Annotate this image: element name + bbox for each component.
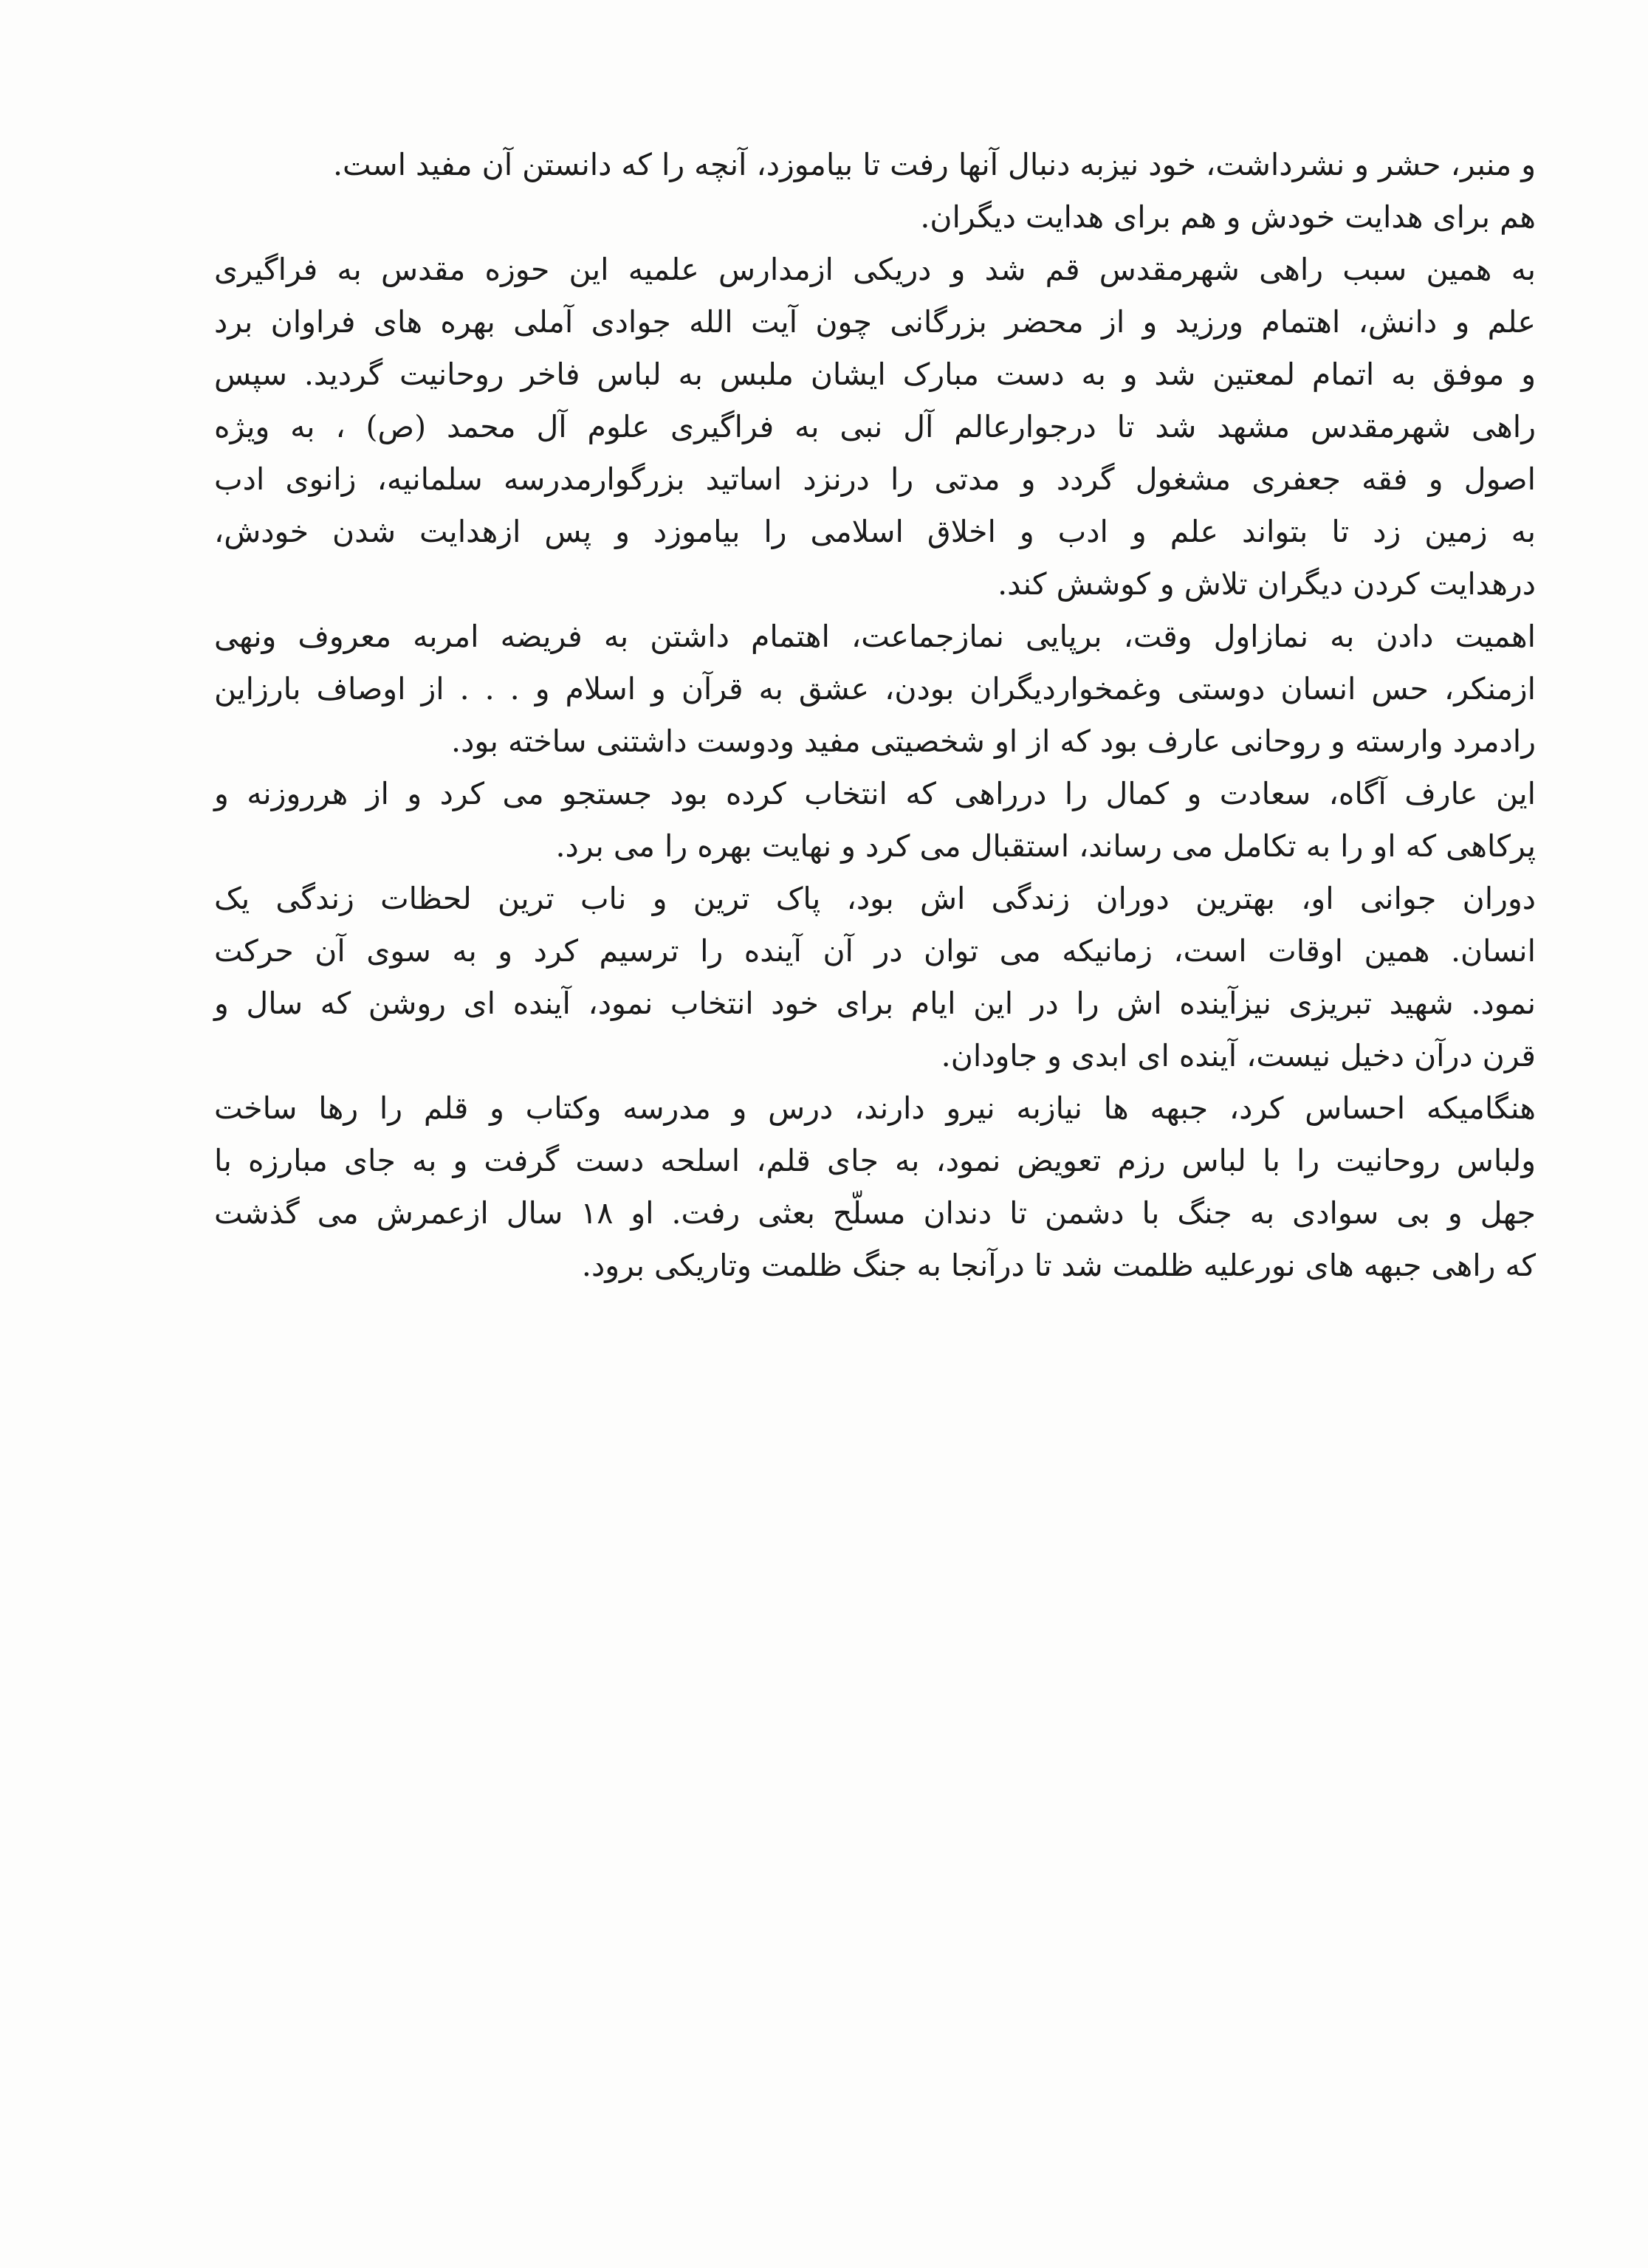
text-line: ازمنکر، حس انسان دوستی وغمخواردیگران بودن، عشق به قرآن و اسلام و . . . از اوصاف بارزاین <box>214 671 1536 707</box>
text-line: قرن درآن دخیل نیست، آینده ای ابدی و جاودان. <box>941 1038 1536 1073</box>
text-line: دوران جوانی او، بهترین دوران زندگی اش بود، پاک ترین و ناب ترین لحظات زندگی یک <box>214 881 1536 916</box>
text-line: جهل و بی سوادی به جنگ با دشمن تا دندان مسلّح بعثی رفت. او ۱۸ سال ازعمرش می گذشت <box>214 1195 1536 1231</box>
text-line: هنگامیکه احساس کرد، جبهه ها نیازبه نیرو دارند، درس و مدرسه وکتاب و قلم را رها ساخت <box>214 1090 1536 1126</box>
text-line: راهی شهرمقدس مشهد شد تا درجوارعالم آل نبی به فراگیری علوم آل محمد (ص) ، به ویژه <box>214 409 1536 444</box>
text-line: ولباس روحانیت را با لباس رزم تعویض نمود، به جای قلم، اسلحه دست گرفت و به جای مبارزه با <box>214 1143 1536 1178</box>
text-line: هم برای هدایت خودش و هم برای هدایت دیگران. <box>920 199 1536 235</box>
text-line: و منبر، حشر و نشرداشت، خود نیزبه دنبال آنها رفت تا بیاموزد، آنچه را که دانستن آن مفید است. <box>332 147 1536 182</box>
body-text <box>214 139 1536 1292</box>
text-line: علم و دانش، اهتمام ورزید و از محضر بزرگانی چون آیت الله جوادی آملی بهره های فراوان برد <box>214 304 1536 340</box>
text-line: این عارف آگاه، سعادت و کمال را درراهی که انتخاب کرده بود جستجو می کرد و از هرروزنه و <box>214 776 1536 811</box>
text-line: به همین سبب راهی شهرمقدس قم شد و دریکی ازمدارس علمیه این حوزه مقدس به فراگیری <box>214 252 1536 287</box>
text-line: به زمین زد تا بتواند علم و ادب و اخلاق اسلامی را بیاموزد و پس ازهدایت شدن خودش، <box>214 514 1536 549</box>
text-line: و موفق به اتمام لمعتین شد و به دست مبارک ایشان ملبس به لباس فاخر روحانیت گردید. سپس <box>214 357 1536 392</box>
text-line: نمود. شهید تبریزی نیزآینده اش را در این ایام برای خود انتخاب نمود، آینده ای روشن که سال و <box>214 986 1536 1021</box>
text-line: درهدایت کردن دیگران تلاش و کوشش کند. <box>998 566 1536 602</box>
text-line: اصول و فقه جعفری مشغول گردد و مدتی را درنزد اساتید بزرگوارمدرسه سلمانیه، زانوی ادب <box>214 461 1536 497</box>
text-line: که راهی جبهه های نورعلیه ظلمت شد تا درآنجا به جنگ ظلمت وتاریکی برود. <box>581 1248 1536 1283</box>
text-line: رادمرد وارسته و روحانی عارف بود که از او شخصیتی مفید ودوست داشتنی ساخته بود. <box>451 724 1536 759</box>
text-line: اهمیت دادن به نمازاول وقت، برپایی نمازجماعت، اهتمام داشتن به فریضه امربه معروف ونهی <box>214 619 1536 654</box>
text-line: پرکاهی که او را به تکامل می رساند، استقبال می کرد و نهایت بهره را می برد. <box>555 828 1536 864</box>
text-line: انسان. همین اوقات است، زمانیکه می توان در آن آینده را ترسیم کرد و به سوی آن حرکت <box>214 933 1536 969</box>
